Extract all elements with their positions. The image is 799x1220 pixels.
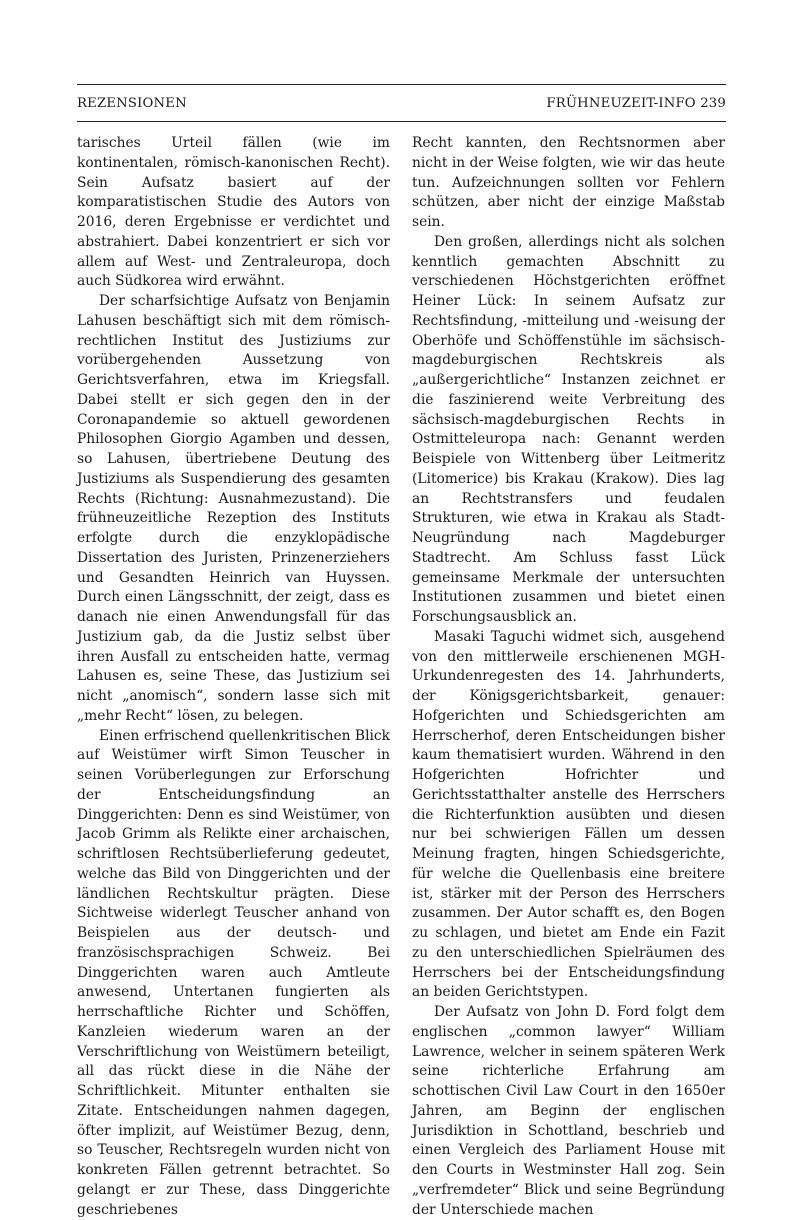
running-header bbox=[77, 96, 726, 116]
section-title: REZENSIONEN bbox=[77, 96, 187, 111]
top-rule bbox=[77, 84, 726, 85]
paragraph: Der scharfsichtige Aufsatz von Benjamin Lahusen beschäftigt sich mit dem römisch-rechtlichen Institut des Justiziums zur vorübergehenden Aussetzung von Gerichtsverfahren, etwa im Kriegsfall. Dabei stellt er sich gegen den in der Coronapandemie so aktuell gewordenen Philosophen Giorgio Agamben und dessen, so Lahusen, übertriebene Deutung des Justiziums als Suspendierung des gesamten Rechts (Richtung: Ausnahmezustand). Die frühneuzeitliche Rezeption des Instituts erfolgte durch die enzyklopädische Dissertation des Juristen, Prinzenerziehers und Gesandten Heinrich van Huyssen. Durch einen Längsschnitt, der zeigt, dass es danach nie einen Anwendungsfall für das Justizium gab, da die Justiz selbst über ihren Ausfall zu entscheiden hatte, vermag Lahusen es, seine These, das Justizium sei nicht „anomisch“, sondern lasse sich mit „mehr Recht“ lösen, zu belegen. bbox=[77, 292, 390, 727]
left-column bbox=[77, 134, 390, 1220]
paragraph: Den großen, allerdings nicht als solchen kenntlich gemachten Abschnitt zu verschiedenen Höchstgerichten eröffnet Heiner Lück: In seinem Aufsatz zur Rechtsfindung, -mitteilung und -weisung der Oberhöfe und Schöffenstühle im sächsisch-magdeburgischen Rechtskreis als „außergerichtliche“ Instanzen zeichnet er die faszinierend weite Verbreitung des sächsisch-magdeburgischen Rechts in Ostmitteleuropa nach: Genannt werden Beispiele von Wittenberg über Leitmeritz (Litomerice) bis Krakau (Krakow). Dies lag an Rechtstransfers und feudalen Strukturen, wie etwa in Krakau als Stadt-Neugründung nach Magdeburger Stadtrecht. Am Schluss fasst Lück gemeinsame Merkmale der untersuchten Institutionen zusammen und bietet einen Forschungsausblick an. bbox=[412, 233, 725, 628]
header-rule bbox=[77, 121, 726, 122]
paragraph: Der Aufsatz von John D. Ford folgt dem englischen „common lawyer“ William Lawrence, welcher in seinem späteren Werk seine richterliche Erfahrung am schottischen Civil Law Court in den 1650er Jahren, am Beginn der englischen Jurisdiktion in Schottland, beschrieb und einen Vergleich des Parliament House mit den Courts in Westminster Hall zog. Sein „verfremdeter“ Blick und seine Begründung der Unterschiede machen bbox=[412, 1003, 725, 1220]
paragraph: Masaki Taguchi widmet sich, ausgehend von den mittlerweile erschienenen MGH-Urkundenregesten des 14. Jahrhunderts, der Königsgerichtsbarkeit, genauer: Hofgerichten und Schiedsgerichten am Herrscherhof, deren Entscheidungen bisher kaum thematisiert wurden. Während in den Hofgerichten Hofrichter und Gerichtsstatthalter anstelle des Herrschers die Richterfunktion ausübten und diesen nur bei schwierigen Fällen um dessen Meinung fragten, hingen Schiedsgerichte, für welche die Quellenbasis eine breitere ist, stärker mit der Person des Herrschers zusammen. Der Autor schafft es, den Bogen zu schlagen, und bietet am Ende ein Fazit zu den unterschiedlichen Spielräumen des Herrschers bei der Entscheidungsfindung an beiden Gerichtstypen. bbox=[412, 628, 725, 1003]
right-column bbox=[412, 134, 725, 1220]
paragraph: Einen erfrischend quellenkritischen Blick auf Weistümer wirft Simon Teuscher in seinen Vorüberlegungen zur Erforschung der Entscheidungsfindung an Dinggerichten: Denn es sind Weistümer, von Jacob Grimm als Relikte einer archaischen, schriftlosen Rechtsüberlieferung gedeutet, welche das Bild von Dinggerichten und der ländlichen Rechtskultur prägten. Diese Sichtweise widerlegt Teuscher anhand von Beispielen aus der deutsch- und französischsprachigen Schweiz. Bei Dinggerichten waren auch Amtleute anwesend, Untertanen fungierten als herrschaftliche Richter und Schöffen, Kanzleien wiederum waren an der Verschriftlichung von Weistümern beteiligt, all das rückt diese in die Nähe der Schriftlichkeit. Mitunter enthalten sie Zitate. Entscheidungen nahmen dagegen, öfter implizit, auf Weistümer Bezug, denn, so Teuscher, Rechtsregeln wurden nicht von konkreten Fällen getrennt betrachtet. So gelangt er zur These, dass Dinggerichte geschriebenes bbox=[77, 727, 390, 1220]
paragraph: tarisches Urteil fällen (wie im kontinentalen, römisch-kanonischen Recht). Sein Aufsatz basiert auf der komparatistischen Studie des Autors von 2016, deren Ergebnisse er verdichtet und abstrahiert. Dabei konzentriert er sich vor allem auf West- und Zentraleuropa, doch auch Südkorea wird erwähnt. bbox=[77, 134, 390, 292]
paragraph: Recht kannten, den Rechtsnormen aber nicht in der Weise folgten, wie wir das heute tun. Aufzeichnungen sollten vor Fehlern schützen, aber nicht der einzige Maßstab sein. bbox=[412, 134, 725, 233]
journal-page-number: FRÜHNEUZEIT-INFO 239 bbox=[546, 96, 726, 111]
